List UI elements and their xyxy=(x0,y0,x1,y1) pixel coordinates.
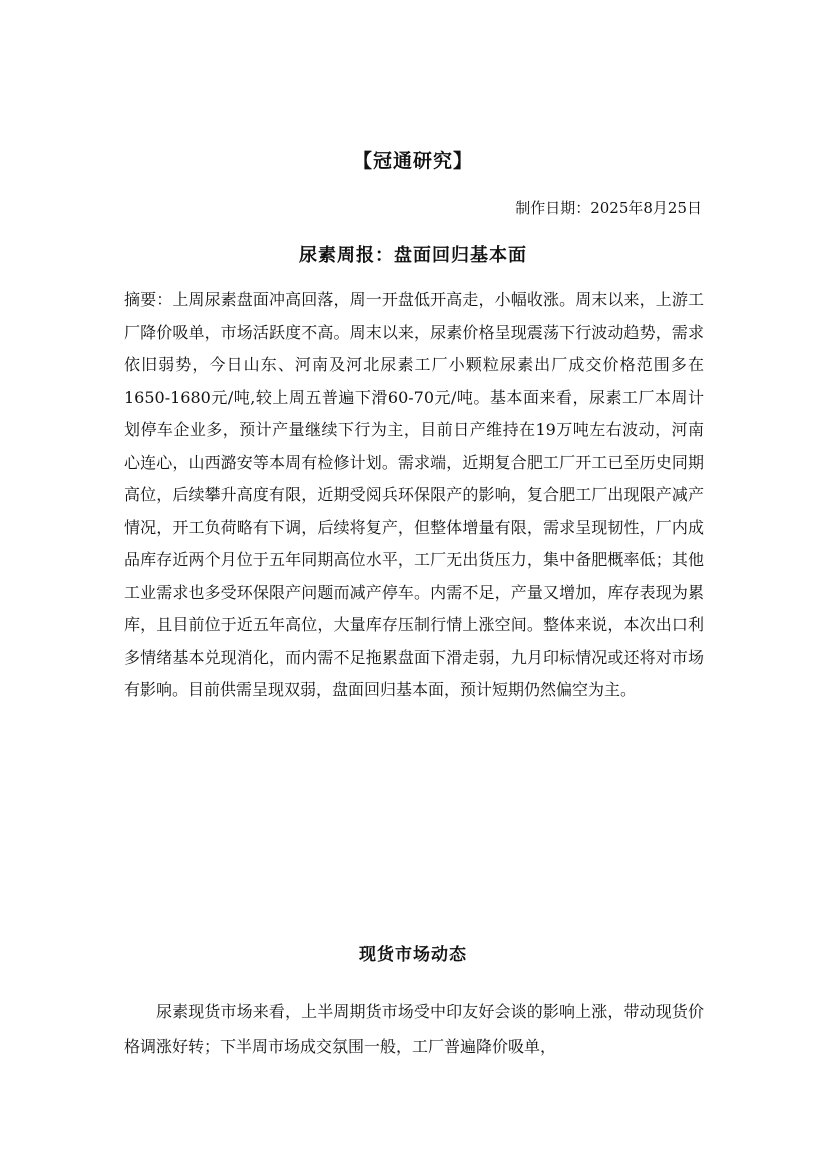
summary-paragraph: 摘要：上周尿素盘面冲高回落，周一开盘低开高走，小幅收涨。周末以来，上游工厂降价吸单，市场活跃度不高。周末以来，尿素价格呈现震荡下行波动趋势，需求依旧弱势，今日山东、河南及河北尿素工厂小颗粒尿素出厂成交价格范围多在1650-1680元/吨,较上周五普遍下滑60-70元/吨。基本面来看，尿素工厂本周计划停车企业多，预计产量继续下行为主，目前日产维持在19万吨左右波动，河南心连心，山西潞安等本周有检修计划。需求端，近期复合肥工厂开工已至历史同期高位，后续攀升高度有限，近期受阅兵环保限产的影响，复合肥工厂出现限产减产情况，开工负荷略有下调，后续将复产，但整体增量有限，需求呈现韧性，厂内成品库存近两个月位于五年同期高位水平，工厂无出货压力，集中备肥概率低；其他工业需求也多受环保限产问题而减产停车。内需不足，产量又增加，库存表现为累库，且目前位于近五年高位，大量库存压制行情上涨空间。整体来说，本次出口利多情绪基本兑现消化，而内需不足拖累盘面下滑走弱，九月印标情况或还将对市场有影响。目前供需呈现双弱，盘面回归基本面，预计短期仍然偏空为主。 xyxy=(124,290,704,699)
report-date: 制作日期：2025年8月25日 xyxy=(515,199,702,217)
report-title: 尿素周报：盘面回归基本面 xyxy=(299,245,527,266)
spot-market-paragraph: 尿素现货市场来看，上半周期货市场受中印友好会谈的影响上涨，带动现货价格调涨好转；下半周市场成交氛围一般，工厂普遍降价吸单， xyxy=(124,1002,704,1056)
brand-header: 【冠通研究】 xyxy=(352,150,473,172)
section-title-spot-market: 现货市场动态 xyxy=(359,945,467,965)
